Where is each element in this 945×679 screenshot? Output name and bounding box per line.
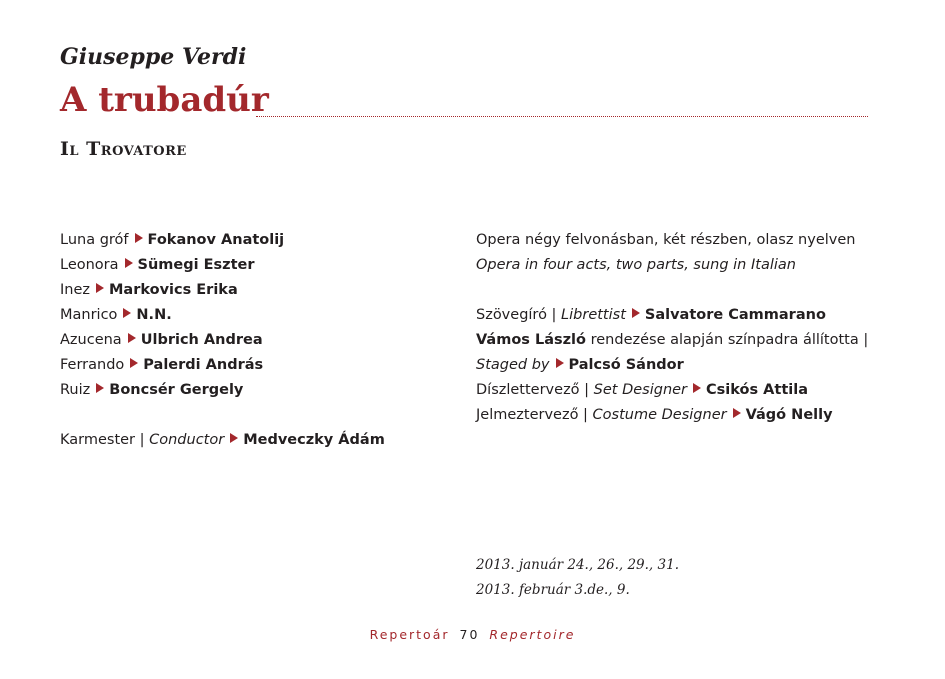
costume-designer-role-en: Costume Designer [592,407,727,423]
costume-designer-role-hu: Jelmeztervező [476,407,579,423]
footer-section-hu: Repertoár [369,627,450,642]
cast-row [60,378,460,403]
page-footer [0,627,945,642]
cast-role: Azucena [60,332,122,348]
cast-row [60,253,460,278]
opera-original-title: Il Trovatore [60,138,187,160]
conductor-name: Medveczky Ádám [243,432,385,448]
conductor-role-en: Conductor [149,432,225,448]
cast-role: Inez [60,282,90,298]
cast-row [60,278,460,303]
spacer [476,278,896,303]
cast-performer: Ulbrich Andrea [140,332,263,348]
page-number: 70 [459,627,480,642]
description-hu: Opera négy felvonásban, két részben, olasz nyelven [476,232,856,248]
footer-section-en: Repertoire [489,627,576,642]
title-dotted-rule [256,116,868,117]
cast-row [60,228,460,253]
arrow-icon [135,233,143,243]
date-line: 2013. január 24., 26., 29., 31. [476,557,679,573]
cast-role: Manrico [60,307,118,323]
arrow-icon [230,433,238,443]
arrow-icon [693,383,701,393]
description-en: Opera in four acts, two parts, sung in Italian [476,257,796,273]
cast-row [60,328,460,353]
set-designer-name: Csikós Attila [706,382,808,398]
arrow-icon [632,308,640,318]
arrow-icon [96,283,104,293]
conductor-role-hu: Karmester [60,432,136,448]
cast-performer: Palerdi András [143,357,264,373]
cast-performer: Markovics Erika [109,282,238,298]
cast-role: Leonora [60,257,119,273]
staging-basis-row [476,328,896,353]
spacer [60,403,460,428]
separator: | [584,382,590,398]
staging-role-en: Staged by [476,357,550,373]
conductor-row [60,428,460,453]
cast-role: Ruiz [60,382,91,398]
arrow-icon [128,333,136,343]
performance-dates [476,553,679,603]
librettist-role-en: Librettist [561,307,626,323]
cast-role: Ferrando [60,357,125,373]
cast-row [60,303,460,328]
arrow-icon [123,308,131,318]
librettist-name: Salvatore Cammarano [644,307,826,323]
cast-role: Luna gróf [60,232,129,248]
arrow-icon [125,258,133,268]
production-info-column [476,228,896,428]
librettist-role-hu: Szövegíró [476,307,547,323]
staging-basis-name: Vámos László [476,332,586,348]
staging-name: Palcsó Sándor [568,357,684,373]
staging-basis-text: rendezése alapján színpadra állította | [590,332,869,348]
cast-performer: N.N. [136,307,172,323]
arrow-icon [556,358,564,368]
set-designer-role-en: Set Designer [593,382,688,398]
arrow-icon [96,383,104,393]
set-designer-row [476,378,896,403]
set-designer-role-hu: Díszlettervező [476,382,580,398]
cast-performer: Boncsér Gergely [109,382,244,398]
arrow-icon [733,408,741,418]
composer-name: Giuseppe Verdi [60,44,247,70]
staging-row [476,353,896,378]
costume-designer-name: Vágó Nelly [745,407,833,423]
costume-designer-row [476,403,896,428]
date-line: 2013. február 3.de., 9. [476,582,630,598]
separator: | [551,307,557,323]
separator: | [583,407,588,423]
cast-column [60,228,460,453]
title-row [60,80,868,124]
opera-title: A trubadúr [60,80,269,120]
cast-performer: Sümegi Eszter [137,257,255,273]
cast-row [60,353,460,378]
separator: | [139,432,145,448]
librettist-row [476,303,896,328]
cast-performer: Fokanov Anatolij [147,232,285,248]
arrow-icon [130,358,138,368]
